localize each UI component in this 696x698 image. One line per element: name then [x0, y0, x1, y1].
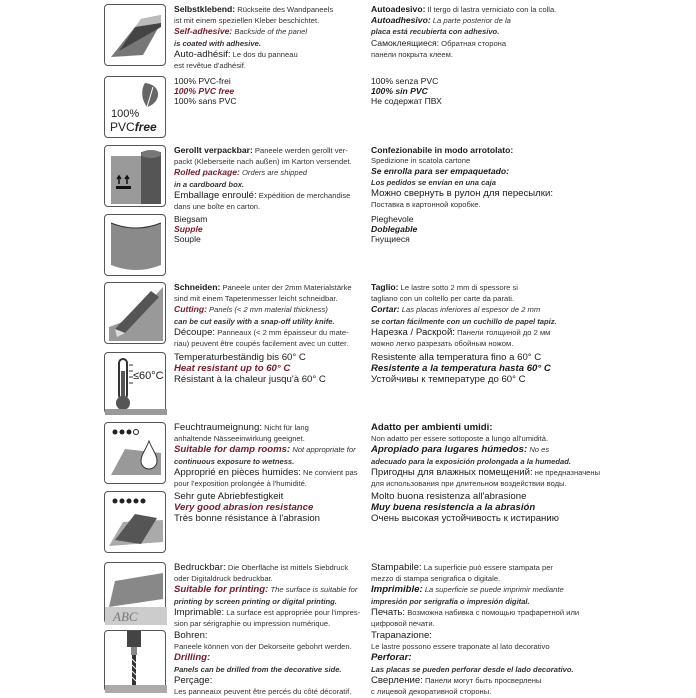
- thermometer-icon: [104, 352, 166, 414]
- line-heading: Découpe:: [174, 326, 216, 338]
- line-detail: La superficie può essere stampata per: [421, 563, 553, 572]
- line-heading: dans une boîte en carton.: [174, 202, 261, 212]
- text-line: [174, 60, 364, 71]
- text-line: [174, 444, 364, 455]
- line-heading: Las placas se pueden perforar desde el lado decorativo.: [371, 664, 574, 674]
- text-line: [371, 630, 576, 641]
- text-line: [371, 363, 576, 374]
- text-line: [174, 167, 364, 178]
- right-text-column: [371, 214, 576, 245]
- text-line: [174, 433, 364, 444]
- text-line: [174, 573, 364, 584]
- text-line: [174, 422, 364, 433]
- text-line: [174, 26, 364, 37]
- line-heading: Perçage:: [174, 674, 213, 686]
- text-line: [371, 96, 576, 106]
- right-text-column: [371, 282, 576, 349]
- line-heading: in a cardboard box.: [174, 179, 245, 189]
- text-line: [371, 49, 576, 60]
- line-heading: Confezionabile in modo arrotolato:: [371, 145, 514, 155]
- line-heading: Taglio:: [371, 282, 399, 292]
- text-line: [174, 224, 364, 234]
- text-line: [371, 374, 576, 385]
- line-heading: Selbstklebend:: [174, 4, 236, 14]
- text-line: [371, 4, 576, 15]
- left-text-column: [174, 630, 364, 697]
- line-detail: Las placas inferiores al espesor de 2 mm: [399, 305, 541, 315]
- line-heading: Spedizione in scatola cartone: [371, 156, 471, 166]
- line-heading: Resistente a la temperatura hasta 60° C: [371, 363, 551, 375]
- line-heading: Se enrolla para ser empaquetado:: [371, 166, 510, 177]
- text-line: [371, 166, 576, 176]
- text-line: [174, 338, 364, 349]
- svg-text:PVCfree: PVCfree: [110, 120, 157, 134]
- text-line: [174, 49, 364, 60]
- line-heading: Пригодны для влажных помещений:: [371, 466, 533, 478]
- line-heading: Perforar:: [371, 652, 412, 664]
- line-heading: printing by screen printing or digital printing.: [174, 596, 337, 606]
- line-heading: Auto-adhésif:: [174, 48, 231, 60]
- line-heading: Temperaturbeständig bis 60° C: [174, 352, 306, 363]
- rolled-box-icon: [104, 145, 166, 207]
- line-heading: Rolled package:: [174, 167, 240, 178]
- svg-text:ABC: ABC: [113, 609, 138, 624]
- right-text-column: [371, 352, 576, 386]
- text-line: [174, 15, 364, 26]
- left-text-column: [174, 491, 364, 525]
- line-heading: Можно свернуть в рулон для пересылки:: [371, 187, 554, 199]
- text-line: [371, 641, 576, 652]
- line-detail: Paneele unter der 2mm Materialstärke: [220, 283, 352, 292]
- peel-panel-icon: [104, 4, 166, 66]
- right-text-column: [371, 562, 580, 629]
- text-line: [174, 179, 364, 190]
- line-heading: continuous exposure to wetness.: [174, 456, 295, 466]
- line-detail: Панели могут быть просверлены: [422, 675, 542, 685]
- left-text-column: [174, 76, 364, 107]
- text-line: [174, 190, 364, 201]
- text-line: [174, 686, 364, 697]
- line-heading: Suitable for printing:: [174, 584, 269, 596]
- line-heading: Molto buona resistenza all'abrasione: [371, 491, 527, 502]
- line-heading: с лицевой декоративной стороны.: [371, 687, 492, 697]
- line-heading: Muy buena resistencia a la abrasión: [371, 502, 536, 514]
- line-detail: Возможна набивка с помощью трафаретной или: [405, 607, 580, 617]
- line-heading: Resistente alla temperatura fino a 60° C: [371, 352, 542, 363]
- text-line: [371, 86, 576, 96]
- line-heading: est revêtue d'adhésif.: [174, 61, 246, 71]
- line-detail: Le lastre sotto 2 mm di spessore si: [398, 283, 518, 292]
- line-detail: не предназначены: [532, 467, 601, 477]
- left-text-column: [174, 145, 364, 212]
- line-heading: Поставка в картонной коробке.: [371, 200, 481, 210]
- text-line: [174, 76, 364, 86]
- line-heading: 100% senza PVC: [371, 76, 439, 86]
- text-line: [371, 686, 576, 697]
- line-heading: Autoadhesivo:: [371, 15, 431, 26]
- text-line: [371, 26, 576, 37]
- text-line: [174, 327, 364, 338]
- text-line: [371, 199, 576, 210]
- line-heading: sion par sérigraphie ou impression numérique.: [174, 619, 331, 629]
- line-detail: The surface is suitable for: [268, 585, 358, 595]
- line-detail: Orders are shipped: [239, 168, 308, 178]
- line-detail: Panels (< 2 mm material thickness): [206, 305, 328, 315]
- left-text-column: [174, 422, 364, 489]
- text-line: [174, 304, 364, 315]
- line-heading: Very good abrasion resistance: [174, 502, 314, 514]
- line-heading: can be cut easily with a snap-off utility knife.: [174, 316, 335, 326]
- line-heading: Panels can be drilled from the decorative side.: [174, 664, 342, 674]
- line-heading: Нарезка / Раскрой:: [371, 326, 455, 338]
- line-heading: Los pedidos se envían en una caja: [371, 177, 496, 187]
- text-line: [371, 224, 576, 234]
- line-heading: Сверление:: [371, 674, 423, 686]
- text-line: [371, 352, 576, 363]
- line-heading: Устойчивы к температуре до 60° C: [371, 374, 526, 386]
- text-line: [174, 156, 364, 167]
- line-heading: se cortan fácilmente con un cuchillo de papel tapiz.: [371, 316, 557, 326]
- text-line: [174, 513, 364, 524]
- line-heading: Les panneaux peuvent être percés du côté décoratif.: [174, 687, 352, 697]
- text-line: [371, 433, 576, 444]
- line-heading: Trapanazione:: [371, 630, 432, 641]
- text-line: [371, 155, 576, 166]
- left-text-column: [174, 4, 364, 71]
- right-text-column: [371, 4, 576, 60]
- text-line: [174, 664, 364, 675]
- text-line: [371, 38, 576, 49]
- line-heading: Imprimible:: [371, 584, 423, 596]
- line-heading: adecuado para la exposición prolongada a la humedad.: [371, 456, 572, 466]
- line-heading: riau) peuvent être coupés facilement avec un cutter.: [174, 339, 349, 349]
- line-detail: Панели толщиной до 2 мм: [454, 327, 551, 337]
- line-heading: Résistant à la chaleur jusqu'à 60° C: [174, 374, 326, 386]
- line-heading: для использования при длительном воздействии воды.: [371, 479, 567, 489]
- line-detail: Backside of the panel: [232, 27, 308, 37]
- text-line: [174, 4, 364, 15]
- line-heading: packt (Kleberseite nach außen) im Karton versendet.: [174, 157, 352, 167]
- text-line: [174, 38, 364, 49]
- line-detail: Le dos du panneau: [230, 49, 298, 59]
- line-detail: No es: [527, 445, 550, 455]
- text-line: [174, 145, 364, 156]
- line-heading: Apropiado para lugares húmedos:: [371, 444, 528, 456]
- text-line: [371, 491, 576, 502]
- line-heading: Bohren:: [174, 630, 208, 641]
- line-heading: Cortar:: [371, 304, 400, 315]
- text-line: [174, 584, 364, 595]
- text-line: [174, 562, 364, 573]
- text-line: [371, 456, 576, 467]
- line-heading: можно легко разрезать обойным ножом.: [371, 339, 514, 349]
- text-line: [371, 214, 576, 224]
- line-detail: Ne convient pas: [300, 467, 358, 477]
- line-heading: панели покрыта клеем.: [371, 49, 453, 59]
- text-line: [371, 466, 601, 478]
- text-line: [174, 491, 364, 502]
- line-detail: La surface est appropriée pour l'impres-: [224, 607, 361, 617]
- text-line: [371, 76, 576, 86]
- right-text-column: [371, 145, 576, 210]
- text-line: [371, 282, 576, 293]
- line-heading: Imprimable:: [174, 606, 225, 618]
- text-line: [174, 201, 364, 212]
- text-line: [371, 327, 576, 338]
- text-line: [174, 502, 364, 513]
- text-line: [174, 282, 364, 293]
- text-line: [371, 422, 576, 433]
- line-heading: Autoadesivo:: [371, 4, 426, 14]
- line-heading: Feuchtraumeignung:: [174, 422, 262, 433]
- text-line: [174, 96, 364, 106]
- flexible-sheet-icon: [104, 214, 166, 276]
- line-heading: 100% PVC-frei: [174, 76, 231, 86]
- line-detail: Die Oberfläche ist mittels Siebdruck: [225, 563, 349, 572]
- line-detail: Expédition de merchandise: [256, 190, 351, 200]
- line-heading: Paneele können von der Dekorseite gebohrt werden.: [174, 642, 352, 652]
- line-heading: Гнущиеся: [371, 234, 410, 245]
- printable-abc-icon: [104, 562, 166, 624]
- text-line: [174, 478, 364, 489]
- line-heading: sind mit einem Tapetenmesser leicht schneidbar.: [174, 294, 338, 304]
- text-line: [371, 513, 576, 524]
- text-line: [371, 444, 576, 455]
- left-text-column: [174, 214, 364, 245]
- svg-text:≤60°C: ≤60°C: [133, 370, 164, 382]
- text-line: [174, 641, 364, 652]
- line-heading: Non adatto per essere sottoposte a lungo all'umidità.: [371, 434, 549, 444]
- line-heading: Bedruckbar:: [174, 562, 226, 573]
- text-line: [174, 607, 364, 618]
- text-line: [174, 675, 364, 686]
- text-line: [371, 573, 576, 584]
- line-heading: Doblegable: [371, 224, 418, 235]
- line-heading: ist mit einem speziellen Kleber beschichtet.: [174, 16, 320, 26]
- text-line: [174, 374, 364, 385]
- line-detail: La superficie se puede imprimir mediante: [422, 585, 564, 595]
- text-line: [371, 293, 576, 304]
- text-line: [174, 214, 364, 224]
- text-line: [174, 596, 364, 607]
- line-detail: Paneele werden gerollt ver-: [252, 146, 348, 155]
- text-line: [174, 652, 364, 663]
- text-line: [371, 652, 576, 663]
- drill-icon: [104, 630, 166, 692]
- line-heading: Approprié en pièces humides:: [174, 466, 301, 478]
- text-line: [174, 618, 364, 629]
- line-heading: mezzo di stampa serigrafica o digitale.: [371, 574, 501, 584]
- text-line: [371, 562, 576, 573]
- line-heading: Pieghevole: [371, 214, 414, 224]
- line-heading: Cutting:: [174, 304, 207, 315]
- right-text-column: [371, 630, 576, 697]
- line-heading: Adatto per ambienti umidi:: [371, 422, 493, 433]
- line-heading: 100% sans PVC: [174, 96, 237, 107]
- line-heading: pour l'exposition prolongée à l'humidité.: [174, 479, 307, 489]
- line-heading: Самоклеящиеся:: [371, 37, 440, 48]
- line-heading: Biegsam: [174, 214, 208, 224]
- line-detail: Not appropriate for: [290, 445, 356, 455]
- text-line: [371, 606, 580, 618]
- line-heading: Supple: [174, 224, 203, 235]
- text-line: [371, 338, 576, 349]
- line-heading: anhaltende Nässeeinwirkung geeignet.: [174, 434, 305, 444]
- line-heading: tagliano con un coltello per carte da parati.: [371, 294, 515, 304]
- line-detail: Rückseite des Wandpaneels: [235, 5, 334, 14]
- icon-text-100: 100%: [111, 108, 140, 120]
- text-line: [371, 596, 576, 607]
- line-heading: 100% sin PVC: [371, 86, 428, 97]
- water-drop-icon: [104, 422, 166, 484]
- line-heading: Drilling:: [174, 652, 211, 664]
- line-detail: La parte posterior de la: [430, 16, 511, 26]
- text-line: [371, 15, 576, 26]
- leaf-pvc-free-icon: [104, 76, 166, 138]
- text-line: [174, 630, 364, 641]
- cutter-knife-icon: [104, 282, 166, 344]
- line-heading: Не содержат ПВХ: [371, 96, 442, 107]
- line-heading: Le lastre possono essere traponate al lato decorativo: [371, 642, 550, 652]
- text-line: [371, 304, 576, 315]
- line-heading: oder Digitaldruck bedruckbar.: [174, 574, 273, 584]
- line-detail: Il tergo di lastra verniciato con la colla.: [425, 5, 557, 14]
- line-heading: цифровой печати.: [371, 619, 435, 629]
- text-line: [371, 188, 576, 199]
- abrasion-dots-icon: [104, 491, 166, 553]
- text-line: [174, 316, 364, 327]
- text-line: [174, 467, 364, 478]
- line-heading: Stampabile:: [371, 562, 422, 573]
- text-line: [371, 675, 576, 686]
- left-text-column: [174, 352, 364, 386]
- text-line: [371, 234, 576, 244]
- text-line: [174, 293, 364, 304]
- text-line: [371, 316, 576, 327]
- text-line: [371, 664, 576, 675]
- right-text-column: [371, 422, 601, 489]
- line-heading: impresión por serigrafía o impresión digital.: [371, 596, 530, 606]
- text-line: [371, 478, 576, 489]
- line-heading: Очень высокая устойчивость к истиранию: [371, 513, 559, 525]
- right-text-column: [371, 491, 576, 525]
- text-line: [371, 145, 576, 155]
- line-detail: Nicht für lang: [262, 423, 309, 432]
- line-heading: Emballage enroulé:: [174, 189, 257, 201]
- text-line: [174, 363, 364, 374]
- line-heading: Self-adhesive:: [174, 26, 233, 37]
- line-heading: Très bonne résistance à l'abrasion: [174, 513, 320, 525]
- right-text-column: [371, 76, 576, 107]
- line-heading: Sehr gute Abriebfestigkeit: [174, 491, 284, 502]
- text-line: [174, 456, 364, 467]
- line-heading: placa está recubierta con adhesivo.: [371, 27, 500, 37]
- text-line: [174, 234, 364, 244]
- text-line: [371, 618, 576, 629]
- line-heading: Печать:: [371, 606, 406, 618]
- line-detail: Обратная сторона: [439, 38, 507, 48]
- text-line: [371, 584, 576, 595]
- line-heading: 100% PVC free: [174, 86, 235, 97]
- line-heading: is coated with adhesive.: [174, 38, 261, 48]
- line-heading: Suitable for damp rooms:: [174, 444, 291, 456]
- line-detail: Panneaux (< 2 mm épaisseur du mate-: [215, 327, 349, 337]
- text-line: [371, 177, 576, 188]
- line-heading: Gerollt verpackbar:: [174, 145, 253, 155]
- left-text-column: [174, 282, 364, 349]
- line-heading: Schneiden:: [174, 282, 221, 292]
- left-text-column: [174, 562, 364, 629]
- text-line: [371, 502, 576, 513]
- text-line: [174, 86, 364, 96]
- line-heading: Souple: [174, 234, 201, 245]
- line-heading: Heat resistant up to 60° C: [174, 363, 291, 375]
- text-line: [174, 352, 364, 363]
